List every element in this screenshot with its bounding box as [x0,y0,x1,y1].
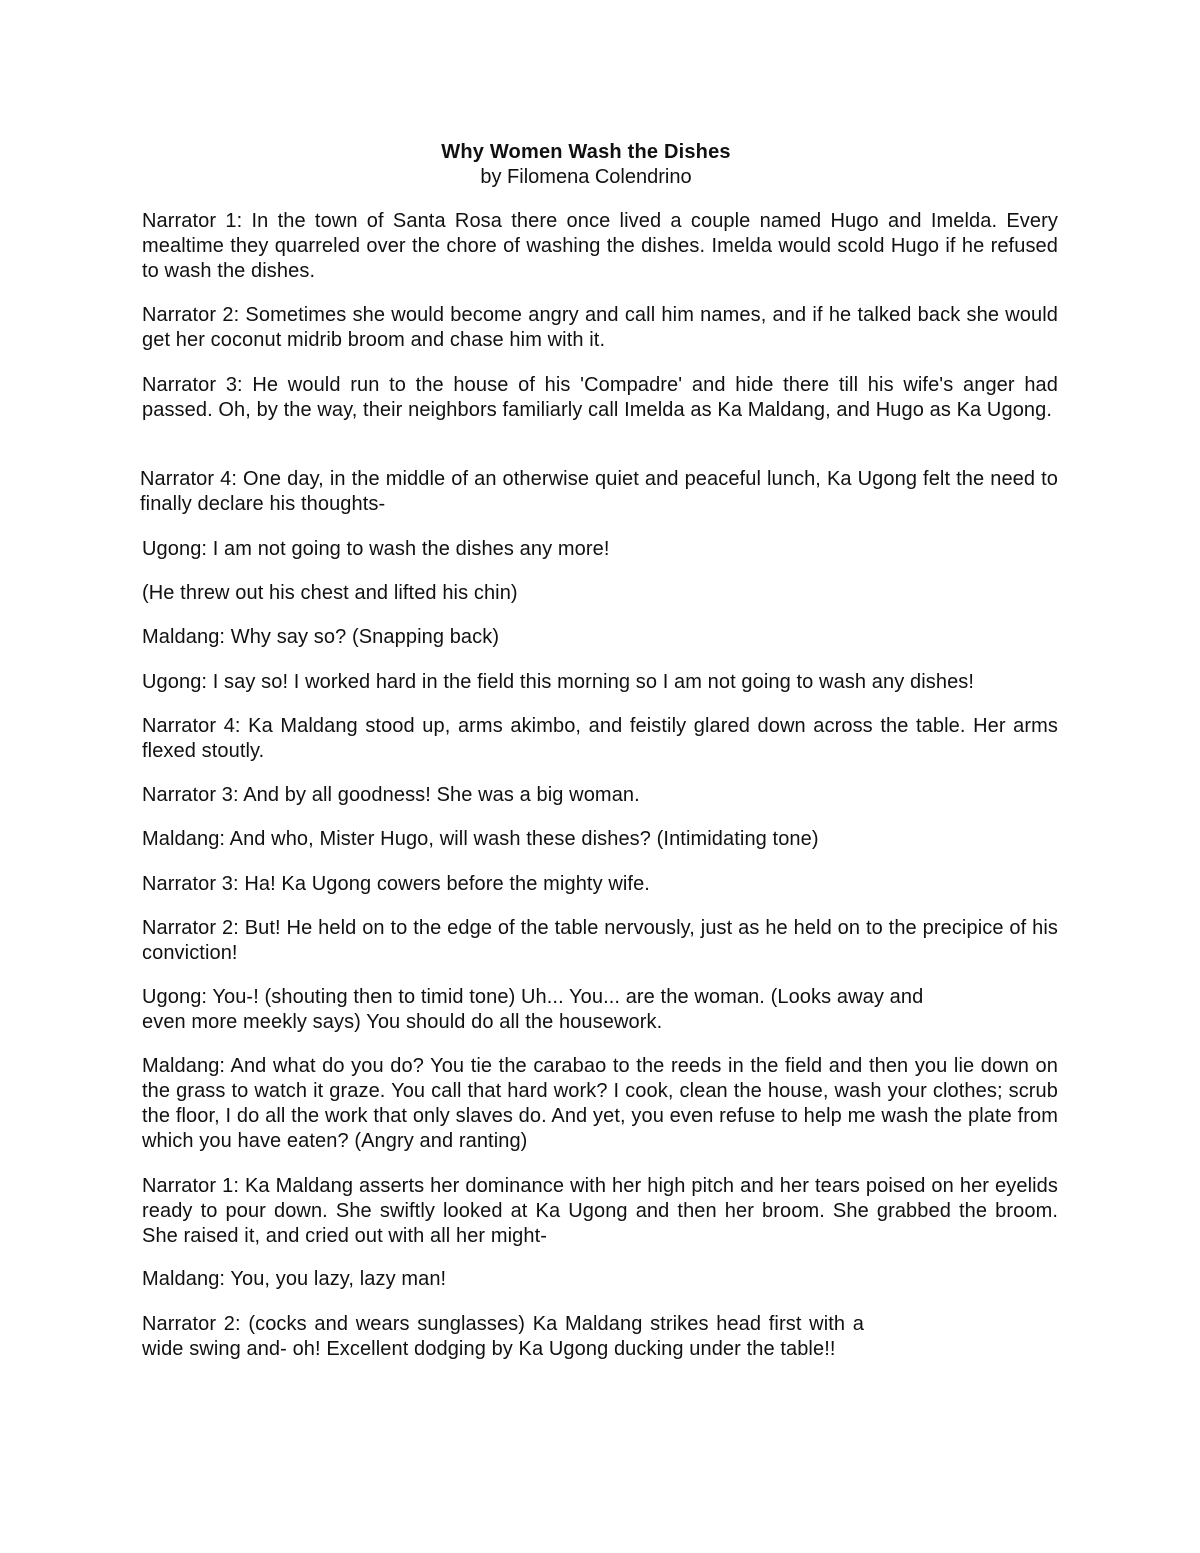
paragraph-ugong-refuses: Ugong: I am not going to wash the dishes any more! [142,538,610,560]
paragraph-maldang-why: Maldang: Why say so? (Snapping back) [142,626,500,648]
paragraph-narrator-1-intro: Narrator 1: In the town of Santa Rosa there once lived a couple named Hugo and Imelda. Every mealtime they quarreled over the chore of washing the dishes. Imelda would scold Hugo if he refused to wash the dishes. [142,210,1058,282]
paragraph-maldang-who: Maldang: And who, Mister Hugo, will wash these dishes? (Intimidating tone) [142,828,819,850]
paragraph-maldang-rant: Maldang: And what do you do? You tie the carabao to the reeds in the field and then you lie down on the grass to watch it graze. You call that hard work? I cook, clean the house, wash your clothes; scrub the floor, I do all the work that only slaves do. And yet, you even refuse to help me wash the plate from which you have eaten? (Angry and ranting) [142,1055,1058,1152]
paragraph-narrator-3-cowers: Narrator 3: Ha! Ka Ugong cowers before the mighty wife. [142,873,650,895]
paragraph-narrator-2-broom: Narrator 2: Sometimes she would become angry and call him names, and if he talked back she would get her coconut midrib broom and chase him with it. [142,304,1058,351]
paragraph-narrator-1-dominance: Narrator 1: Ka Maldang asserts her dominance with her high pitch and her tears poised on her eyelids ready to pour down. She swiftly looked at Ka Ugong and then her broom. She grabbed the broom. She raised it, and cried out with all her might- [142,1175,1058,1247]
paragraph-maldang-lazy: Maldang: You, you lazy, lazy man! [142,1268,447,1290]
paragraph-narrator-4-lunch: Narrator 4: One day, in the middle of an otherwise quiet and peaceful lunch, Ka Ugong felt the need to finally declare his thoughts- [140,468,1058,515]
document-title: Why Women Wash the Dishes [441,141,731,163]
paragraph-narrator-2-swing: Narrator 2: (cocks and wears sunglasses) Ka Maldang strikes head first with a wide swing and- oh! Excellent dodging by Ka Ugong ducking under the table!! [142,1313,864,1360]
paragraph-ugong-field: Ugong: I say so! I worked hard in the field this morning so I am not going to wash any dishes! [142,671,975,693]
paragraph-narrator-4-stood: Narrator 4: Ka Maldang stood up, arms akimbo, and feistily glared down across the table. Her arms flexed stoutly. [142,715,1058,762]
paragraph-ugong-woman: Ugong: You-! (shouting then to timid tone) Uh... You... are the woman. (Looks away and even more meekly says) You should do all the housework. [142,986,924,1033]
paragraph-narrator-3-compadre: Narrator 3: He would run to the house of his 'Compadre' and hide there till his wife's anger had passed. Oh, by the way, their neighbors familiarly call Imelda as Ka Maldang, and Hugo as Ka Ugong. [142,374,1058,421]
paragraph-narrator-2-edge: Narrator 2: But! He held on to the edge of the table nervously, just as he held on to the precipice of his conviction! [142,917,1058,964]
document-author: by Filomena Colendrino [480,166,692,188]
paragraph-narrator-3-big-woman: Narrator 3: And by all goodness! She was a big woman. [142,784,640,806]
paragraph-stage-direction-chest: (He threw out his chest and lifted his chin) [142,582,518,604]
